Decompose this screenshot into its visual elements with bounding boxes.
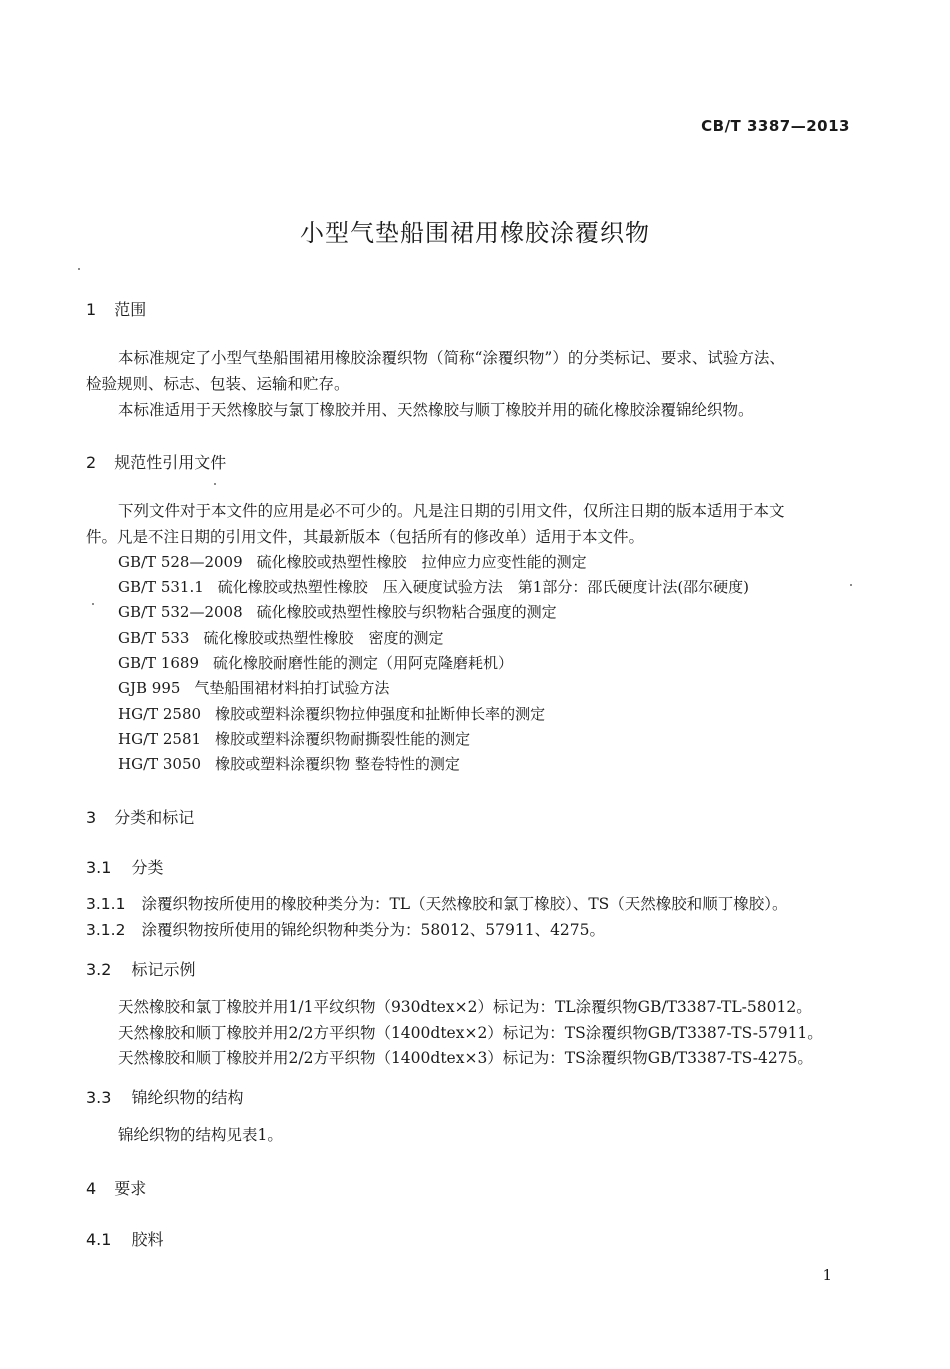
reference-code: GB/T 531.1 — [118, 578, 204, 596]
subsection-title: 标记示例 — [131, 960, 196, 979]
reference-title: 硫化橡胶或热塑性橡胶 拉伸应力应变性能的测定 — [256, 553, 587, 571]
reference-title: 橡胶或塑料涂覆织物 整卷特性的测定 — [215, 755, 460, 773]
standard-code: CB/T 3387—2013 — [701, 117, 850, 135]
reference-item — [118, 551, 587, 572]
reference-code: GB/T 533 — [118, 629, 190, 647]
section-number: 3 — [86, 808, 97, 827]
reference-title: 气垫船围裙材料拍打试验方法 — [194, 679, 390, 697]
section-title: 分类和标记 — [114, 808, 195, 827]
subsection-title: 锦纶织物的结构 — [131, 1088, 244, 1107]
section-number: 2 — [86, 453, 97, 472]
reference-code: HG/T 3050 — [118, 755, 202, 773]
scope-applicability-paragraph: 本标准适用于天然橡胶与氯丁橡胶并用、天然橡胶与顺丁橡胶并用的硫化橡胶涂覆锦纶织物。 — [118, 401, 754, 419]
subsection-number: 3.2 — [86, 960, 112, 979]
scan-speck — [850, 584, 852, 586]
clause-3-1-2 — [86, 918, 605, 940]
subsection-3-2-heading — [86, 957, 195, 980]
reference-code: GB/T 1689 — [118, 654, 200, 672]
clause-number: 3.1.2 — [86, 921, 126, 939]
section-number: 4 — [86, 1179, 97, 1198]
marking-example-line: 天然橡胶和顺丁橡胶并用2/2方平织物（1400dtex×3）标记为：TS涂覆织物GB/T3387-TS-4275。 — [118, 1049, 813, 1067]
subsection-number: 4.1 — [86, 1230, 112, 1249]
section-3-heading — [86, 805, 194, 828]
reference-item — [118, 576, 749, 597]
reference-title: 硫化橡胶或热塑性橡胶 密度的测定 — [203, 629, 444, 647]
reference-item — [118, 728, 470, 749]
clause-text: 涂覆织物按所使用的橡胶种类分为：TL（天然橡胶和氯丁橡胶）、TS（天然橡胶和顺丁橡胶）。 — [141, 895, 788, 913]
references-intro-line-1: 下列文件对于本文件的应用是必不可少的。凡是注日期的引用文件，仅所注日期的版本适用于本文 — [118, 502, 785, 520]
reference-code: HG/T 2581 — [118, 730, 202, 748]
page-number: 1 — [822, 1266, 832, 1284]
subsection-number: 3.1 — [86, 858, 112, 877]
reference-item — [118, 703, 545, 724]
reference-item — [118, 601, 557, 622]
subsection-4-1-heading — [86, 1227, 163, 1250]
clause-number: 3.1.1 — [86, 895, 126, 913]
section-1-heading — [86, 297, 146, 320]
scan-speck — [214, 483, 216, 485]
marking-example-line: 天然橡胶和氯丁橡胶并用1/1平纹织物（930dtex×2）标记为：TL涂覆织物GB/T3387-TL-58012。 — [118, 998, 812, 1016]
clause-text: 涂覆织物按所使用的锦纶织物种类分为：58012、57911、4275。 — [141, 921, 606, 939]
reference-title: 硫化橡胶耐磨性能的测定（用阿克隆磨耗机） — [213, 654, 514, 672]
subsection-3-3-heading — [86, 1085, 243, 1108]
reference-code: GB/T 528—2009 — [118, 553, 243, 571]
subsection-number: 3.3 — [86, 1088, 112, 1107]
section-2-heading — [86, 450, 226, 473]
section-4-heading — [86, 1176, 146, 1199]
scan-speck — [92, 603, 94, 605]
clause-3-1-1 — [86, 892, 788, 914]
section-title: 规范性引用文件 — [114, 453, 227, 472]
reference-title: 橡胶或塑料涂覆织物拉伸强度和扯断伸长率的测定 — [215, 705, 546, 723]
reference-code: GB/T 532—2008 — [118, 603, 243, 621]
marking-example-line: 天然橡胶和顺丁橡胶并用2/2方平织物（1400dtex×2）标记为：TS涂覆织物GB/T3387-TS-57911。 — [118, 1024, 823, 1042]
reference-item — [118, 677, 389, 698]
document-title: 小型气垫船围裙用橡胶涂覆织物 — [300, 219, 650, 247]
fabric-structure-paragraph: 锦纶织物的结构见表1。 — [118, 1126, 283, 1144]
section-title: 要求 — [114, 1179, 147, 1198]
references-intro-line-2: 件。凡是不注日期的引用文件，其最新版本（包括所有的修改单）适用于本文件。 — [86, 528, 645, 546]
scan-speck — [78, 268, 80, 270]
section-number: 1 — [86, 300, 97, 319]
subsection-title: 胶料 — [131, 1230, 164, 1249]
scope-paragraph-line-1: 本标准规定了小型气垫船围裙用橡胶涂覆织物（简称“涂覆织物”）的分类标记、要求、试验方法、 — [118, 349, 785, 367]
reference-item — [118, 652, 513, 673]
subsection-title: 分类 — [131, 858, 164, 877]
subsection-3-1-heading — [86, 855, 163, 878]
reference-code: HG/T 2580 — [118, 705, 202, 723]
reference-item — [118, 753, 460, 774]
reference-title: 硫化橡胶或热塑性橡胶 压入硬度试验方法 第1部分：邵氏硬度计法(邵尔硬度) — [217, 578, 750, 596]
reference-item — [118, 627, 443, 648]
reference-title: 橡胶或塑料涂覆织物耐撕裂性能的测定 — [215, 730, 471, 748]
section-title: 范围 — [114, 300, 147, 319]
scope-paragraph-line-2: 检验规则、标志、包装、运输和贮存。 — [86, 375, 350, 393]
reference-code: GJB 995 — [118, 679, 181, 697]
reference-title: 硫化橡胶或热塑性橡胶与织物粘合强度的测定 — [256, 603, 557, 621]
